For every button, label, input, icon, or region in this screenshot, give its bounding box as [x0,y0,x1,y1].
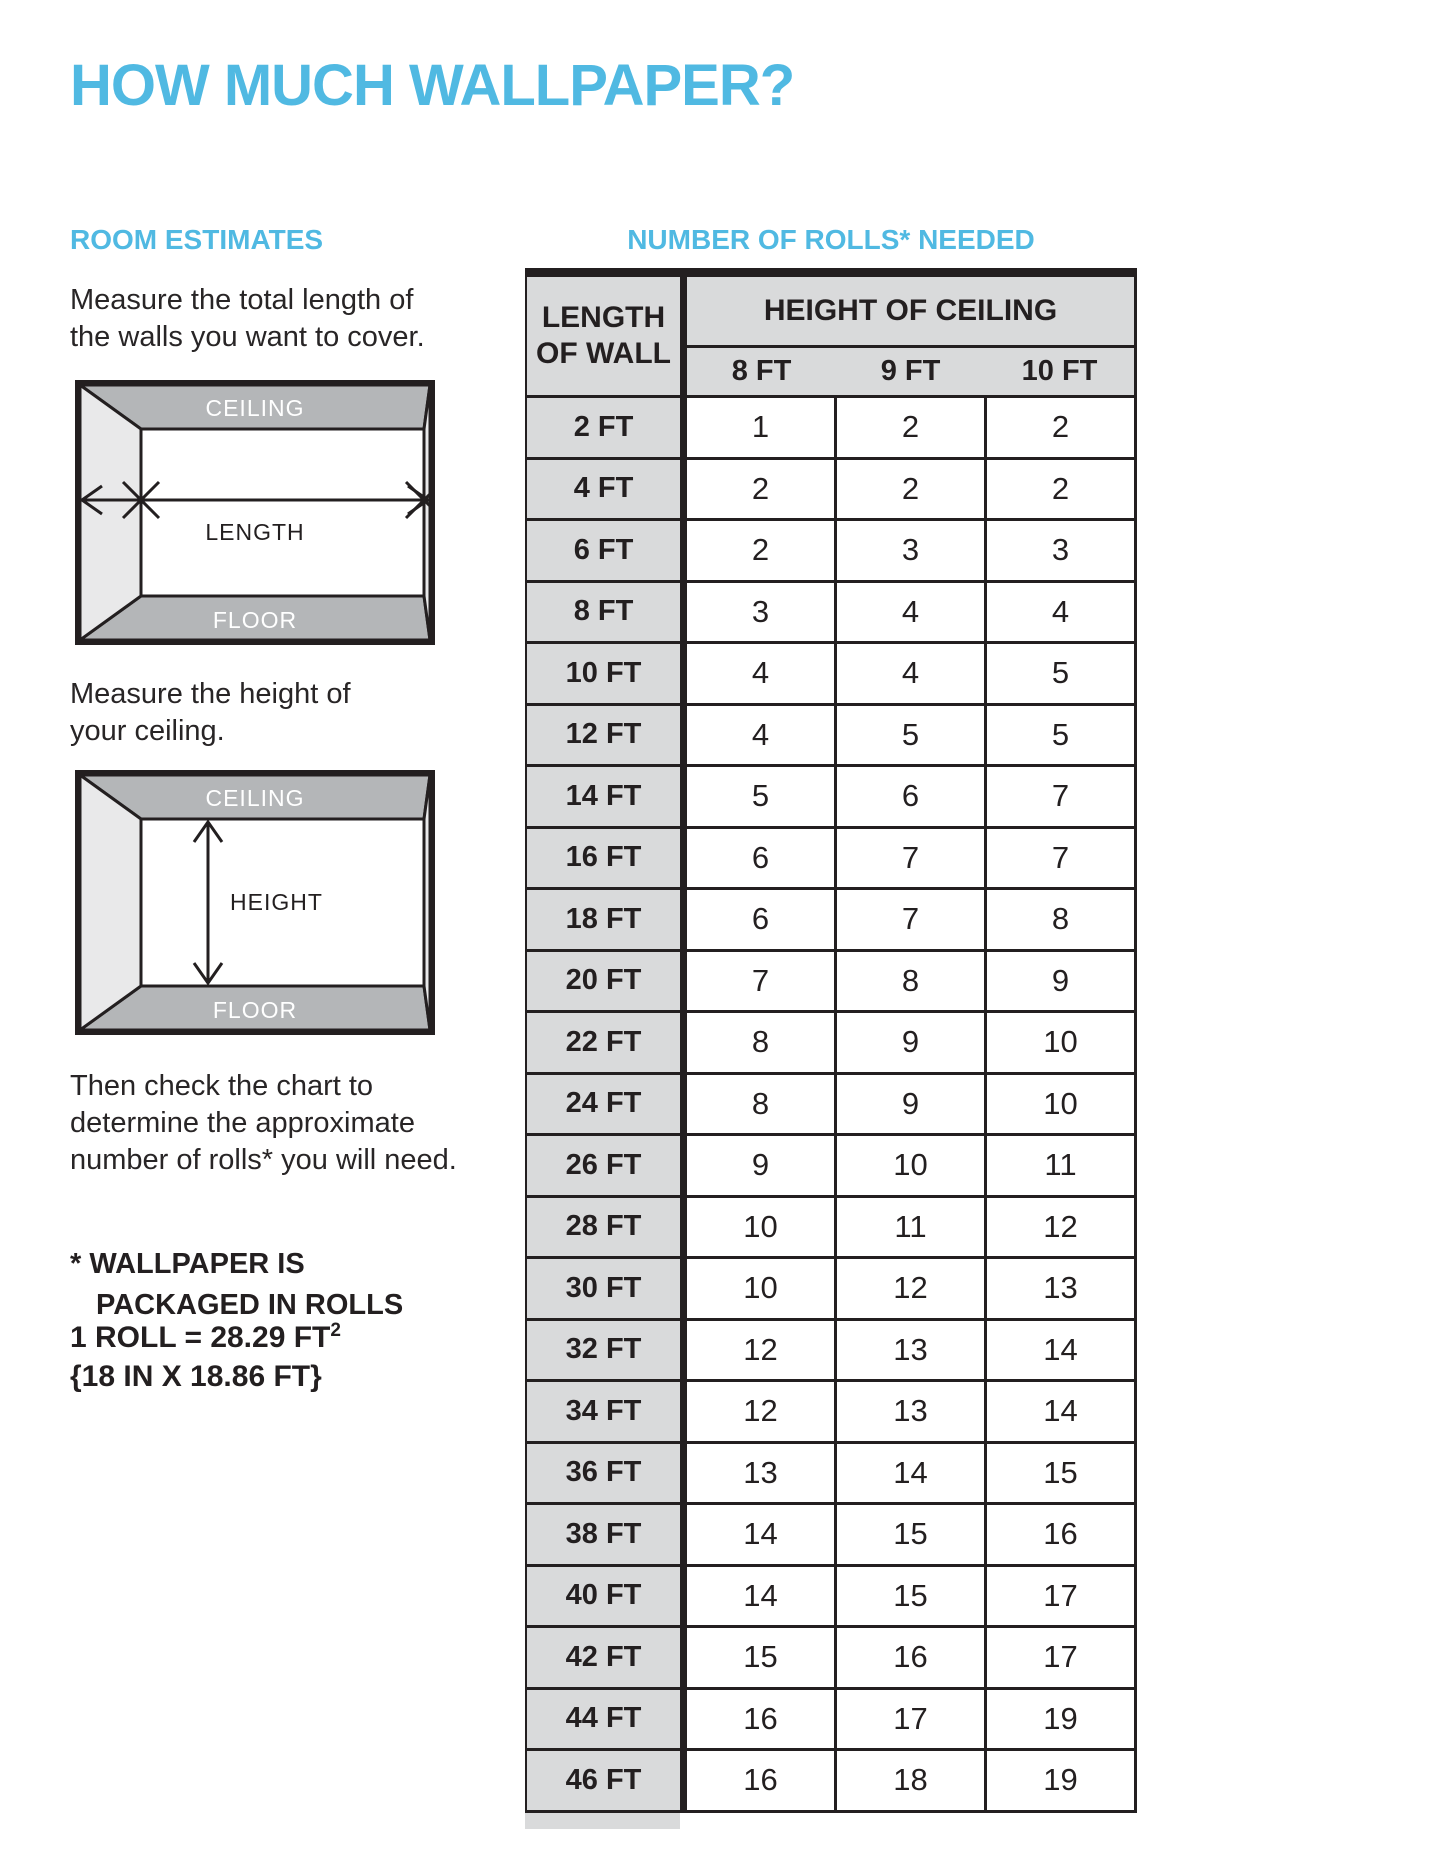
cell-rolls-10ft: 7 [984,829,1134,888]
cell-rolls-10ft: 19 [984,1690,1134,1749]
table-row [527,764,1134,826]
table-thick-divider [680,1628,687,1687]
cell-rolls-8ft: 2 [687,521,834,580]
table-thick-divider [680,460,687,519]
cell-rolls-9ft: 9 [834,1013,984,1072]
room-length-diagram [75,380,435,645]
cell-rolls-8ft: 12 [687,1321,834,1380]
cell-rolls-8ft: 16 [687,1751,834,1810]
table-thick-divider [680,345,687,395]
cell-rolls-8ft: 12 [687,1382,834,1441]
cell-rolls-9ft: 2 [834,398,984,457]
table-thick-divider [680,277,687,345]
cell-rolls-10ft: 10 [984,1075,1134,1134]
page-title: HOW MUCH WALLPAPER? [70,53,795,118]
cell-rolls-8ft: 2 [687,460,834,519]
cell-rolls-10ft: 8 [984,890,1134,949]
table-thick-divider [680,952,687,1011]
instruction-check-chart [70,1068,457,1179]
row-length-label: 4 FT [527,460,680,519]
cell-rolls-9ft: 10 [834,1136,984,1195]
col-header-9ft: 9 FT [880,355,941,387]
cell-rolls-8ft: 14 [687,1505,834,1564]
table-row [527,641,1134,703]
cell-rolls-10ft: 2 [984,398,1134,457]
row-length-label: 18 FT [527,890,680,949]
cell-rolls-10ft: 5 [984,644,1134,703]
roll-dimensions: {18 IN X 18.86 FT} [70,1360,322,1393]
row-length-label: 28 FT [527,1198,680,1257]
cell-rolls-10ft: 15 [984,1444,1134,1503]
left-wall-face [80,775,141,1030]
table-thick-divider [680,1013,687,1072]
floor-label: FLOOR [212,607,298,633]
table-row [527,518,1134,580]
table-row [527,1195,1134,1257]
cell-rolls-8ft: 8 [687,1013,834,1072]
table-thick-divider [680,829,687,888]
back-wall-face [141,429,424,596]
table-body [527,395,1134,1813]
roll-area-text: 1 ROLL = 28.29 FT [70,1321,331,1354]
cell-rolls-10ft: 12 [984,1198,1134,1257]
roll-area-equation [70,1320,341,1355]
table-thick-divider [680,1505,687,1564]
cell-rolls-10ft: 7 [984,767,1134,826]
cell-rolls-8ft: 6 [687,829,834,888]
cell-rolls-10ft: 17 [984,1567,1134,1626]
table-row [527,1564,1134,1626]
row-length-label: 14 FT [527,767,680,826]
floor-label: FLOOR [212,997,298,1023]
table-thick-divider [680,644,687,703]
cell-rolls-9ft: 17 [834,1690,984,1749]
cell-rolls-10ft: 11 [984,1136,1134,1195]
row-length-label: 34 FT [527,1382,680,1441]
room-estimates-heading: ROOM ESTIMATES [70,224,324,255]
cell-rolls-9ft: 6 [834,767,984,826]
cell-rolls-9ft: 4 [834,583,984,642]
cell-rolls-9ft: 7 [834,829,984,888]
rolls-needed-table [525,268,1137,1829]
cell-rolls-9ft: 11 [834,1198,984,1257]
cell-rolls-8ft: 3 [687,583,834,642]
table-thick-divider [680,890,687,949]
header-line: LENGTH [541,301,666,334]
cell-rolls-8ft: 14 [687,1567,834,1626]
cell-rolls-8ft: 7 [687,952,834,1011]
table-row [527,1687,1134,1749]
table-row [527,1256,1134,1318]
row-length-label: 22 FT [527,1013,680,1072]
instruction-line: Measure the height of [70,678,351,710]
row-length-label: 8 FT [527,583,680,642]
instruction-line: Then check the chart to [70,1070,374,1102]
ceiling-height-columns [687,345,1134,395]
cell-rolls-8ft: 16 [687,1690,834,1749]
cell-rolls-9ft: 15 [834,1567,984,1626]
instruction-line: number of rolls* you will need. [70,1144,457,1176]
col-header-8ft: 8 FT [731,355,792,387]
cell-rolls-9ft: 16 [834,1628,984,1687]
cell-rolls-10ft: 5 [984,706,1134,765]
instruction-line: determine the approximate [70,1107,415,1139]
table-row [527,703,1134,765]
table-bottom-gray-tab [525,1813,680,1829]
table-thick-divider [680,1444,687,1503]
table-thick-divider [680,1259,687,1318]
row-length-label: 44 FT [527,1690,680,1749]
cell-rolls-9ft: 5 [834,706,984,765]
row-length-label: 16 FT [527,829,680,888]
row-length-label: 36 FT [527,1444,680,1503]
table-row [527,1318,1134,1380]
table-row [527,580,1134,642]
table-thick-divider [680,521,687,580]
rolls-needed-heading: NUMBER OF ROLLS* NEEDED [627,224,1035,255]
cell-rolls-10ft: 14 [984,1382,1134,1441]
cell-rolls-10ft: 4 [984,583,1134,642]
cell-rolls-8ft: 15 [687,1628,834,1687]
ceiling-label: CEILING [205,395,305,421]
row-length-label: 10 FT [527,644,680,703]
room-height-diagram [75,770,435,1035]
instruction-line: Measure the total length of [70,284,414,316]
cell-rolls-8ft: 8 [687,1075,834,1134]
row-length-label: 26 FT [527,1136,680,1195]
table-top-bar [525,268,1137,277]
cell-rolls-8ft: 10 [687,1198,834,1257]
table-frame [525,277,1137,1813]
cell-rolls-9ft: 13 [834,1321,984,1380]
height-of-ceiling-header: HEIGHT OF CEILING [687,277,1134,345]
table-thick-divider [680,706,687,765]
table-thick-divider [680,1136,687,1195]
table-row [527,1010,1134,1072]
cell-rolls-9ft: 18 [834,1751,984,1810]
cell-rolls-9ft: 4 [834,644,984,703]
table-row [527,1379,1134,1441]
cell-rolls-8ft: 10 [687,1259,834,1318]
roll-area-superscript: 2 [330,1320,341,1341]
table-thick-divider [680,1751,687,1810]
cell-rolls-10ft: 14 [984,1321,1134,1380]
table-thick-divider [680,583,687,642]
cell-rolls-10ft: 10 [984,1013,1134,1072]
table-row [527,887,1134,949]
table-row [527,1748,1134,1813]
cell-rolls-10ft: 3 [984,521,1134,580]
cell-rolls-9ft: 2 [834,460,984,519]
cell-rolls-9ft: 8 [834,952,984,1011]
table-thick-divider [680,1321,687,1380]
table-thick-divider [680,1382,687,1441]
cell-rolls-8ft: 4 [687,706,834,765]
cell-rolls-8ft: 1 [687,398,834,457]
cell-rolls-9ft: 15 [834,1505,984,1564]
cell-rolls-10ft: 16 [984,1505,1134,1564]
row-length-label: 38 FT [527,1505,680,1564]
footnote-line: * WALLPAPER IS [70,1248,305,1280]
cell-rolls-8ft: 5 [687,767,834,826]
instruction-line: the walls you want to cover. [70,321,425,353]
row-length-label: 30 FT [527,1259,680,1318]
cell-rolls-9ft: 13 [834,1382,984,1441]
height-label: HEIGHT [230,889,323,915]
table-row [527,1133,1134,1195]
row-length-label: 46 FT [527,1751,680,1810]
cell-rolls-10ft: 13 [984,1259,1134,1318]
cell-rolls-10ft: 2 [984,460,1134,519]
row-length-label: 12 FT [527,706,680,765]
table-thick-divider [680,1567,687,1626]
cell-rolls-8ft: 6 [687,890,834,949]
table-row [527,826,1134,888]
table-thick-divider [680,1198,687,1257]
instruction-line: your ceiling. [70,715,225,747]
ceiling-label: CEILING [205,785,305,811]
row-length-label: 24 FT [527,1075,680,1134]
cell-rolls-8ft: 4 [687,644,834,703]
instruction-measure-length [70,282,425,356]
table-row [527,1441,1134,1503]
header-line: OF WALL [536,337,671,370]
length-label: LENGTH [205,519,305,545]
instruction-measure-height [70,676,351,750]
row-length-label: 40 FT [527,1567,680,1626]
col-header-10ft: 10 FT [1021,355,1098,387]
wallpaper-rolls-footnote [70,1244,403,1326]
cell-rolls-10ft: 19 [984,1751,1134,1810]
table-thick-divider [680,1075,687,1134]
footnote-line: PACKAGED IN ROLLS [96,1289,404,1321]
row-length-label: 32 FT [527,1321,680,1380]
cell-rolls-9ft: 14 [834,1444,984,1503]
length-of-wall-header [527,277,680,395]
table-row [527,457,1134,519]
table-row [527,1625,1134,1687]
table-row [527,395,1134,457]
table-thick-divider [680,398,687,457]
row-length-label: 6 FT [527,521,680,580]
cell-rolls-9ft: 7 [834,890,984,949]
cell-rolls-10ft: 17 [984,1628,1134,1687]
cell-rolls-9ft: 3 [834,521,984,580]
cell-rolls-10ft: 9 [984,952,1134,1011]
table-row [527,1502,1134,1564]
cell-rolls-9ft: 12 [834,1259,984,1318]
row-length-label: 2 FT [527,398,680,457]
cell-rolls-9ft: 9 [834,1075,984,1134]
table-row [527,949,1134,1011]
table-thick-divider [680,1690,687,1749]
table-row [527,1072,1134,1134]
row-length-label: 42 FT [527,1628,680,1687]
left-wall-face [80,385,141,640]
row-length-label: 20 FT [527,952,680,1011]
table-thick-divider [680,767,687,826]
cell-rolls-8ft: 9 [687,1136,834,1195]
cell-rolls-8ft: 13 [687,1444,834,1503]
